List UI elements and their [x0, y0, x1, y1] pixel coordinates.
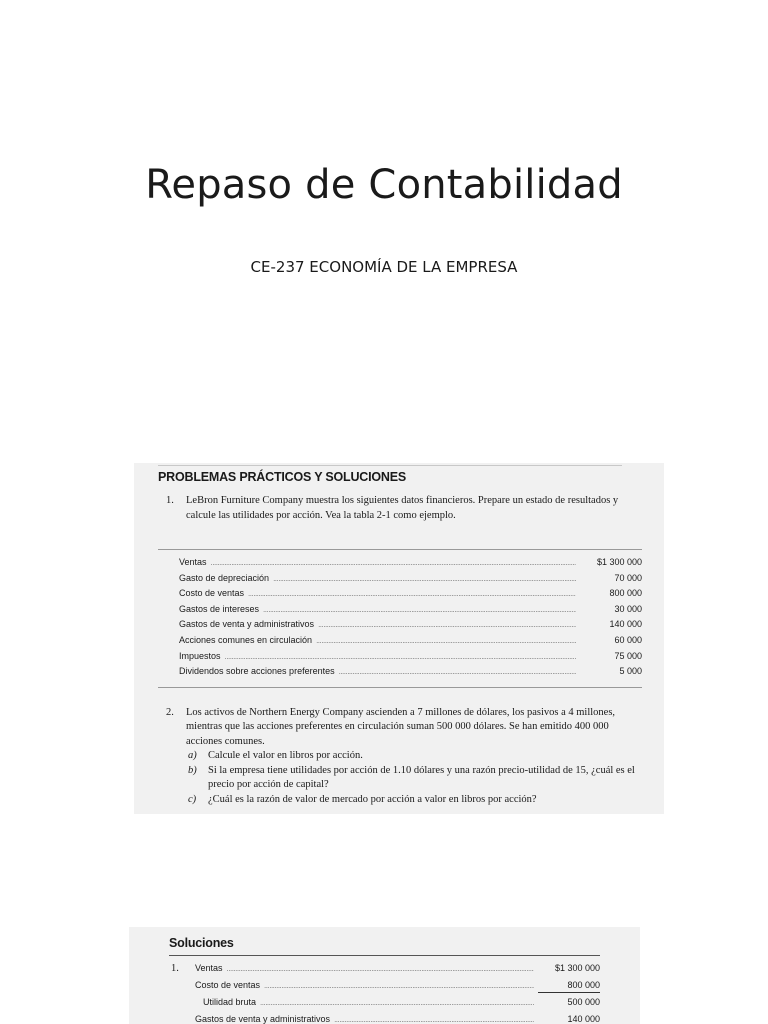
row-label: Gasto de depreciación — [179, 572, 270, 583]
row-value: 800 000 — [538, 979, 600, 993]
table-row — [158, 555, 642, 571]
problem-1 — [158, 494, 642, 523]
row-value: 800 000 — [609, 588, 642, 599]
row-label: Ventas — [195, 963, 223, 973]
table-row — [158, 586, 642, 602]
sub-question-text: Si la empresa tiene utilidades por acción de 1.10 dólares y una razón precio-utilidad de 15, ¿cuál es el precio por acción de capital? — [208, 764, 635, 791]
slide-subtitle: CE-237 ECONOMÍA DE LA EMPRESA — [250, 258, 518, 276]
leader-dots — [227, 961, 534, 977]
leader-dots — [225, 650, 576, 665]
sub-question-letter: b) — [188, 764, 197, 776]
row-value: 75 000 — [614, 650, 642, 661]
row-label: Ventas — [179, 557, 207, 567]
leader-dots — [248, 587, 576, 602]
row-label: Costo de ventas — [195, 980, 261, 990]
leader-dots — [316, 634, 576, 649]
row-value: 30 000 — [614, 603, 642, 614]
row-label: Impuestos — [179, 650, 221, 661]
leader-dots — [318, 618, 576, 633]
problems-heading: PROBLEMAS PRÁCTICOS Y SOLUCIONES — [158, 470, 407, 484]
row-value: $1 300 000 — [554, 963, 600, 973]
table-row — [158, 602, 642, 618]
row-value: 60 000 — [614, 634, 642, 645]
table-row — [158, 649, 642, 665]
problem-text: LeBron Furniture Company muestra los siguientes datos financieros. Prepare un estado de resultados y calcule las utilidades por acción. Vea la tabla 2-1 como ejemplo. — [186, 495, 619, 521]
sub-question — [158, 764, 642, 793]
table-row — [158, 633, 642, 649]
leader-dots — [339, 665, 576, 680]
row-value: $1 300 000 — [596, 557, 642, 567]
leader-dots — [334, 1012, 534, 1024]
row-value: 500 000 — [567, 997, 600, 1007]
sub-question-text: ¿Cuál es la razón de valor de mercado por acción a valor en libros por acción? — [208, 793, 537, 805]
financial-data-table — [158, 549, 642, 688]
row-label: Acciones comunes en circulación — [179, 634, 313, 645]
row-label: Gastos de venta y administrativos — [179, 619, 315, 630]
solutions-heading: Soluciones — [169, 936, 234, 950]
row-label: Utilidad bruta — [203, 997, 257, 1007]
leader-dots — [264, 978, 534, 994]
table-row — [158, 571, 642, 587]
problem-text: Los activos de Northern Energy Company ascienden a 7 millones de dólares, los pasivos a 4 millones, mientras que las acciones preferentes en circulación suman 500 000 dólares. Se han emitido 400 000 acciones comunes. — [186, 706, 616, 747]
row-label: Gastos de intereses — [179, 603, 260, 614]
slide-title: Repaso de Contabilidad — [145, 162, 623, 208]
row-value: 140 000 — [567, 1014, 600, 1024]
solutions-scan-image — [129, 927, 640, 1024]
leader-dots — [273, 572, 576, 587]
row-label: Costo de ventas — [179, 588, 245, 599]
problem-number: 1. — [166, 495, 174, 506]
solution-row — [169, 977, 600, 994]
table-row — [158, 664, 642, 680]
row-value: 140 000 — [609, 619, 642, 630]
solution-row — [169, 994, 600, 1011]
solution-row — [169, 960, 600, 977]
row-label: Dividendos sobre acciones preferentes — [179, 666, 335, 677]
sub-question-letter: c) — [188, 793, 197, 805]
solution-row — [169, 1011, 600, 1024]
sub-question — [158, 749, 642, 764]
leader-dots — [260, 995, 534, 1011]
table-row — [158, 617, 642, 633]
problem-2 — [158, 706, 642, 750]
row-value: 70 000 — [614, 572, 642, 583]
sub-question-text: Calcule el valor en libros por acción. — [208, 750, 363, 762]
solution-number: 1. — [171, 963, 179, 974]
leader-dots — [263, 603, 576, 618]
row-label: Gastos de venta y administrativos — [195, 1014, 331, 1024]
top-rule — [158, 465, 622, 466]
solutions-rule — [169, 955, 600, 956]
leader-dots — [211, 556, 576, 571]
sub-question — [158, 793, 642, 808]
problems-scan-image — [134, 463, 664, 814]
row-value: 5 000 — [619, 666, 642, 677]
problem-number: 2. — [166, 706, 174, 718]
sub-question-letter: a) — [188, 750, 197, 762]
